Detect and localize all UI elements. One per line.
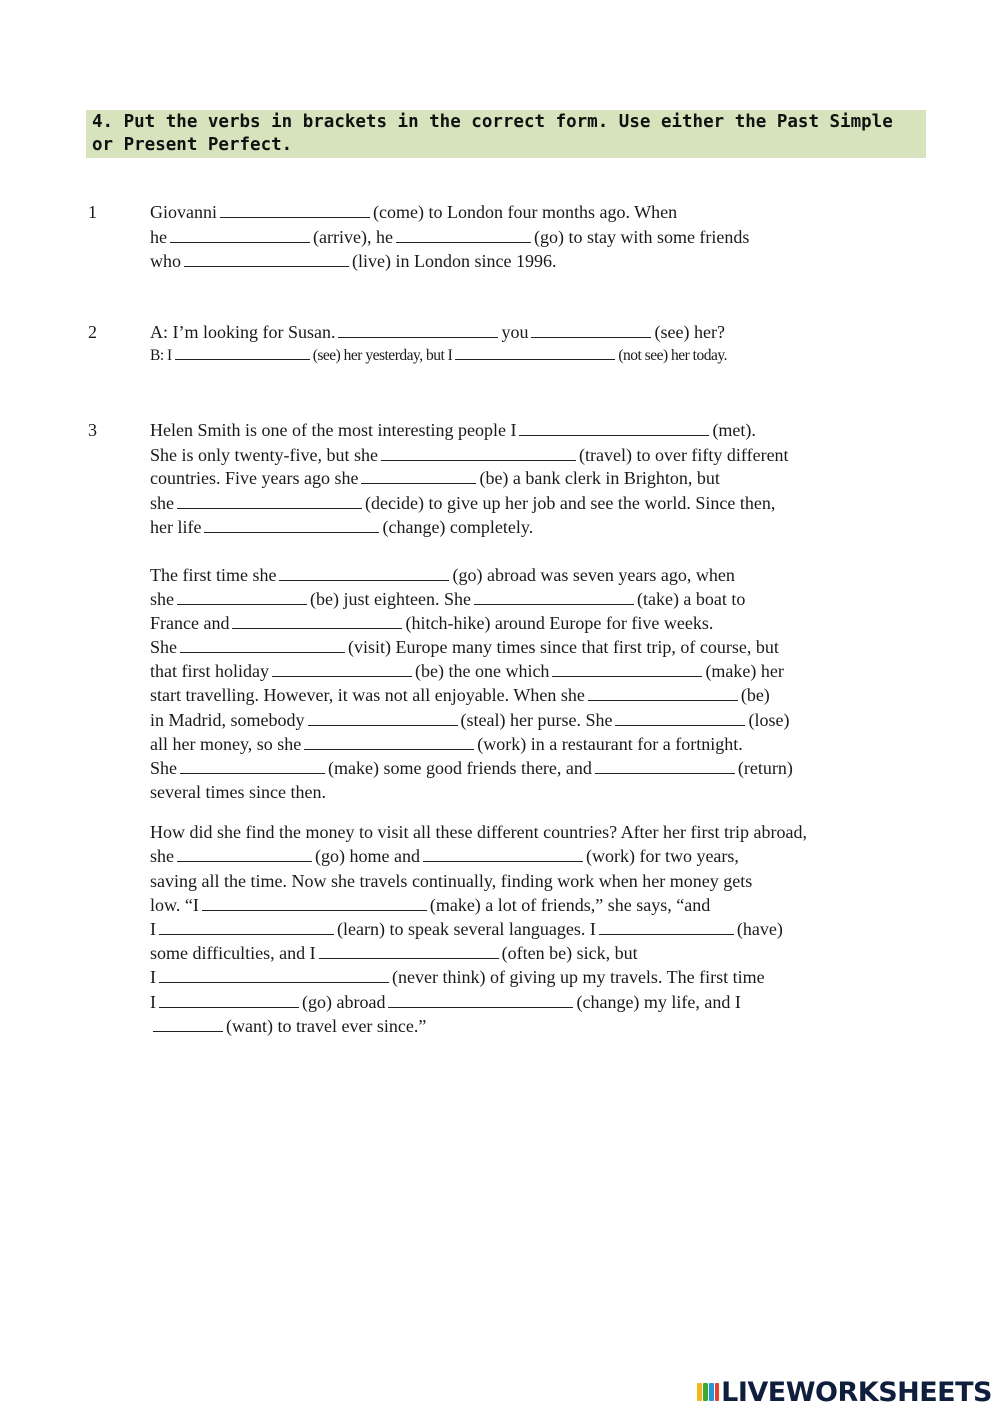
answer-blank[interactable] [279,565,449,581]
text-line [150,515,533,539]
line-text: (make) her [705,661,784,681]
text-line [150,990,741,1014]
answer-blank[interactable] [159,919,334,935]
answer-blank[interactable] [159,967,389,983]
liveworksheets-logo-icon [697,1380,719,1404]
line-text: (change) completely. [382,517,534,537]
text-line [150,563,735,587]
line-text: some difficulties, and I [150,943,316,963]
line-text: (change) my life, and I [576,992,741,1012]
line-text: France and [150,613,230,633]
line-text: (visit) Europe many times since that first trip, of course, but [348,637,779,657]
line-text: her life [150,517,202,537]
logo-block-4 [715,1383,719,1401]
answer-blank[interactable] [159,992,299,1008]
text-line [150,587,745,611]
text-line [150,611,713,635]
answer-blank[interactable] [304,734,474,750]
text-line [150,917,783,941]
line-text: several times since then. [150,782,326,802]
line-text: saving all the time. Now she travels continually, finding work when her money gets [150,871,753,891]
line-text: (learn) to speak several languages. I [337,919,596,939]
answer-blank[interactable] [455,344,615,360]
answer-blank[interactable] [338,322,498,338]
answer-blank[interactable] [396,227,531,243]
line-text: (work) in a restaurant for a fortnight. [477,734,743,754]
line-text: (be) just eighteen. She [310,589,471,609]
answer-blank[interactable] [202,895,427,911]
answer-blank[interactable] [474,589,634,605]
exercise-number: 3 [88,420,97,440]
instruction-box [86,110,926,158]
text-line [150,844,739,868]
answer-blank[interactable] [552,661,702,677]
line-text: I [150,919,156,939]
answer-blank[interactable] [361,468,476,484]
line-text: that first holiday [150,661,269,681]
line-text: (go) abroad was seven years ago, when [452,565,735,585]
text-line [150,466,720,490]
text-line [150,225,749,249]
answer-blank[interactable] [319,943,499,959]
answer-blank[interactable] [204,517,379,533]
line-text: (be) the one which [414,661,550,681]
text-line [150,249,556,273]
instruction-text: 4. Put the verbs in brackets in the correct form. Use either the Past Simple or Present Perfect. [92,112,893,155]
line-text: you [501,322,529,342]
line-text: (hitch-hike) around Europe for five weeks. [405,613,714,633]
text-line [150,635,779,659]
answer-blank[interactable] [184,251,349,267]
answer-blank[interactable] [175,344,310,360]
line-text: she [150,493,174,513]
line-text: who [150,251,181,271]
line-text: (come) to London four months ago. When [373,202,678,222]
text-line [150,320,725,344]
line-text: (not see) her today. [618,347,727,364]
liveworksheets-brand: LIVEWORKSHEETS [721,1376,992,1408]
answer-blank[interactable] [381,445,576,461]
answer-blank[interactable] [232,613,402,629]
answer-blank[interactable] [588,685,738,701]
line-text: (decide) to give up her job and see the world. Since then, [365,493,776,513]
text-line [150,780,326,804]
line-text: How did she find the money to visit all these different countries? After her first trip abroad, [150,822,807,842]
text-line [150,200,677,224]
answer-blank[interactable] [531,322,651,338]
text-line [150,418,756,442]
answer-blank[interactable] [599,919,734,935]
line-text: in Madrid, somebody [150,710,305,730]
line-text: she [150,589,174,609]
line-text: low. “I [150,895,199,915]
line-text: (lose) [748,710,790,730]
line-text: B: I [150,347,172,364]
line-text: (steal) her purse. She [460,710,613,730]
line-text: (met). [712,420,756,440]
exercise-number: 2 [88,322,97,342]
text-line [150,869,752,893]
logo-block-2 [703,1383,708,1401]
text-line [150,1014,426,1038]
line-text: (make) a lot of friends,” she says, “and [429,895,711,915]
text-line [150,344,727,368]
line-text: (go) to stay with some friends [533,227,750,247]
line-text: She [150,637,177,657]
line-text: (often be) sick, but [501,943,638,963]
text-line [150,732,743,756]
text-line [150,820,807,844]
line-text: (see) her yesterday, but I [312,347,453,364]
line-text: (have) [736,919,783,939]
line-text: (arrive), he [313,227,393,247]
text-line [150,443,789,467]
logo-block-3 [709,1383,714,1401]
logo-block-1 [697,1383,702,1401]
answer-blank[interactable] [180,758,325,774]
line-text: (return) [737,758,793,778]
text-line [150,756,793,780]
exercise-number: 1 [88,202,97,222]
text-line [150,491,775,515]
answer-blank[interactable] [170,227,310,243]
line-text: countries. Five years ago she [150,468,359,488]
line-text: (see) her? [654,322,725,342]
answer-blank[interactable] [177,493,362,509]
answer-blank[interactable] [595,758,735,774]
line-text: She [150,758,177,778]
line-text: (be) [740,685,770,705]
line-text: I [150,992,156,1012]
line-text: She is only twenty-five, but she [150,445,378,465]
line-text: all her money, so she [150,734,302,754]
line-text: I [150,967,156,987]
answer-blank[interactable] [308,710,458,726]
text-line [150,941,638,965]
answer-blank[interactable] [153,1016,223,1032]
answer-blank[interactable] [423,846,583,862]
answer-blank[interactable] [177,846,312,862]
line-text: (go) abroad [302,992,386,1012]
text-line [150,683,770,707]
line-text: (work) for two years, [585,846,739,866]
answer-blank[interactable] [180,637,345,653]
answer-blank[interactable] [615,710,745,726]
line-text: he [150,227,167,247]
line-text: (live) in London since 1996. [352,251,557,271]
text-line [150,659,784,683]
line-text: (never think) of giving up my travels. The first time [392,967,765,987]
line-text: The first time she [150,565,277,585]
line-text: start travelling. However, it was not all enjoyable. When she [150,685,585,705]
line-text: (be) a bank clerk in Brighton, but [479,468,720,488]
liveworksheets-logo[interactable] [697,1377,992,1407]
line-text: A: I’m looking for Susan. [150,322,336,342]
answer-blank[interactable] [177,589,307,605]
answer-blank[interactable] [272,661,412,677]
answer-blank[interactable] [220,202,370,218]
line-text: Helen Smith is one of the most interesting people I [150,420,517,440]
line-text: Giovanni [150,202,217,222]
answer-blank[interactable] [519,420,709,436]
line-text: (make) some good friends there, and [328,758,592,778]
line-text: she [150,846,174,866]
text-line [150,965,765,989]
text-line [150,893,710,917]
line-text: (travel) to over fifty different [578,445,789,465]
line-text: (take) a boat to [636,589,746,609]
line-text: (want) to travel ever since.” [226,1016,427,1036]
text-line [150,708,789,732]
answer-blank[interactable] [388,992,573,1008]
line-text: (go) home and [315,846,420,866]
